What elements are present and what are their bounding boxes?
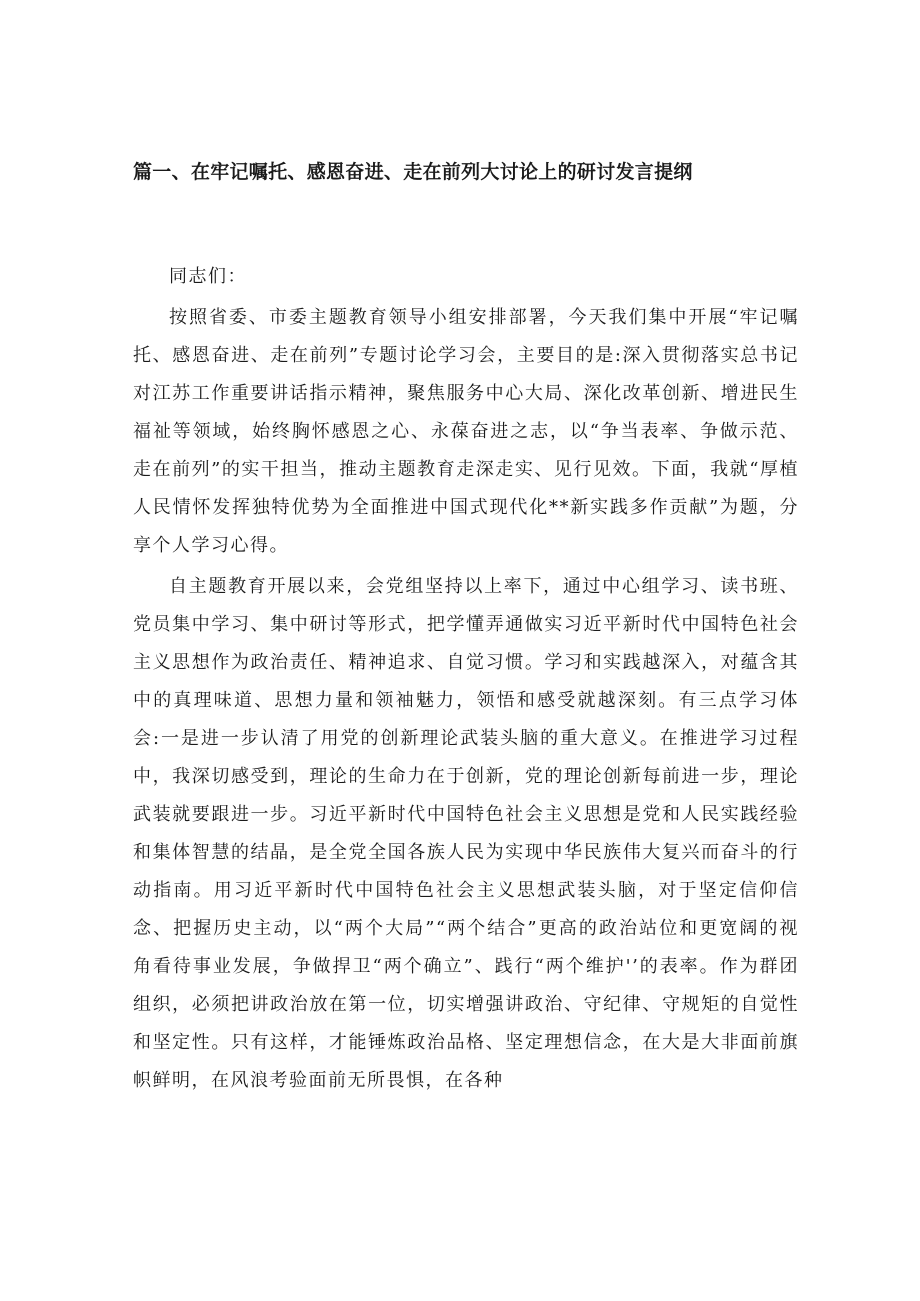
document-body	[133, 258, 799, 1103]
paragraph-study-experience: 自主题教育开展以来，会党组坚持以上率下，通过中心组学习、读书班、党员集中学习、集中研讨等形式，把学懂弄通做实习近平新时代中国特色社会主义思想作为政治责任、精神追求、自觉习惯。学习和实践越深入，对蕴含其中的真理味道、思想力量和领袖魅力，领悟和感受就越深刻。有三点学习体会:一是进一步认清了用党的创新理论武装头脑的重大意义。在推进学习过程中，我深切感受到，理论的生命力在于创新，党的理论创新每前进一步，理论武装就要跟进一步。习近平新时代中国特色社会主义思想是党和人民实践经验和集体智慧的结晶，是全党全国各族人民为实现中华民族伟大复兴而奋斗的行动指南。用习近平新时代中国特色社会主义思想武装头脑，对于坚定信仰信念、把握历史主动，以“两个大局”“两个结合”更高的政治站位和更宽阔的视角看待事业发展，争做捍卫“两个确立”、践行“两个维护'’的表率。作为群团组织，必须把讲政治放在第一位，切实增强讲政治、守纪律、守规矩的自觉性和坚定性。只有这样，才能锤炼政治品格、坚定理想信念，在大是大非面前旗帜鲜明，在风浪考验面前无所畏惧，在各种	[133, 576, 799, 1091]
paragraph-greeting: 同志们：	[169, 266, 247, 287]
document-title: 篇一、在牢记嘱托、感恩奋进、走在前列大讨论上的研讨发言提纲	[133, 161, 693, 183]
paragraph-intro: 按照省委、市委主题教育领导小组安排部署，今天我们集中开展“牢记嘱托、感恩奋进、走在前列”专题讨论学习会，主要目的是:深入贯彻落实总书记对江苏工作重要讲话指示精神，聚焦服务中心大局、深化改革创新、增进民生福祉等领域，始终胸怀感恩之心、永葆奋进之志，以“争当表率、争做示范、走在前列”的实干担当，推动主题教育走深走实、见行见效。下面，我就“厚植人民情怀发挥独特优势为全面推进中国式现代化**新实践多作贡献”为题，分享个人学习心得。	[133, 307, 799, 556]
